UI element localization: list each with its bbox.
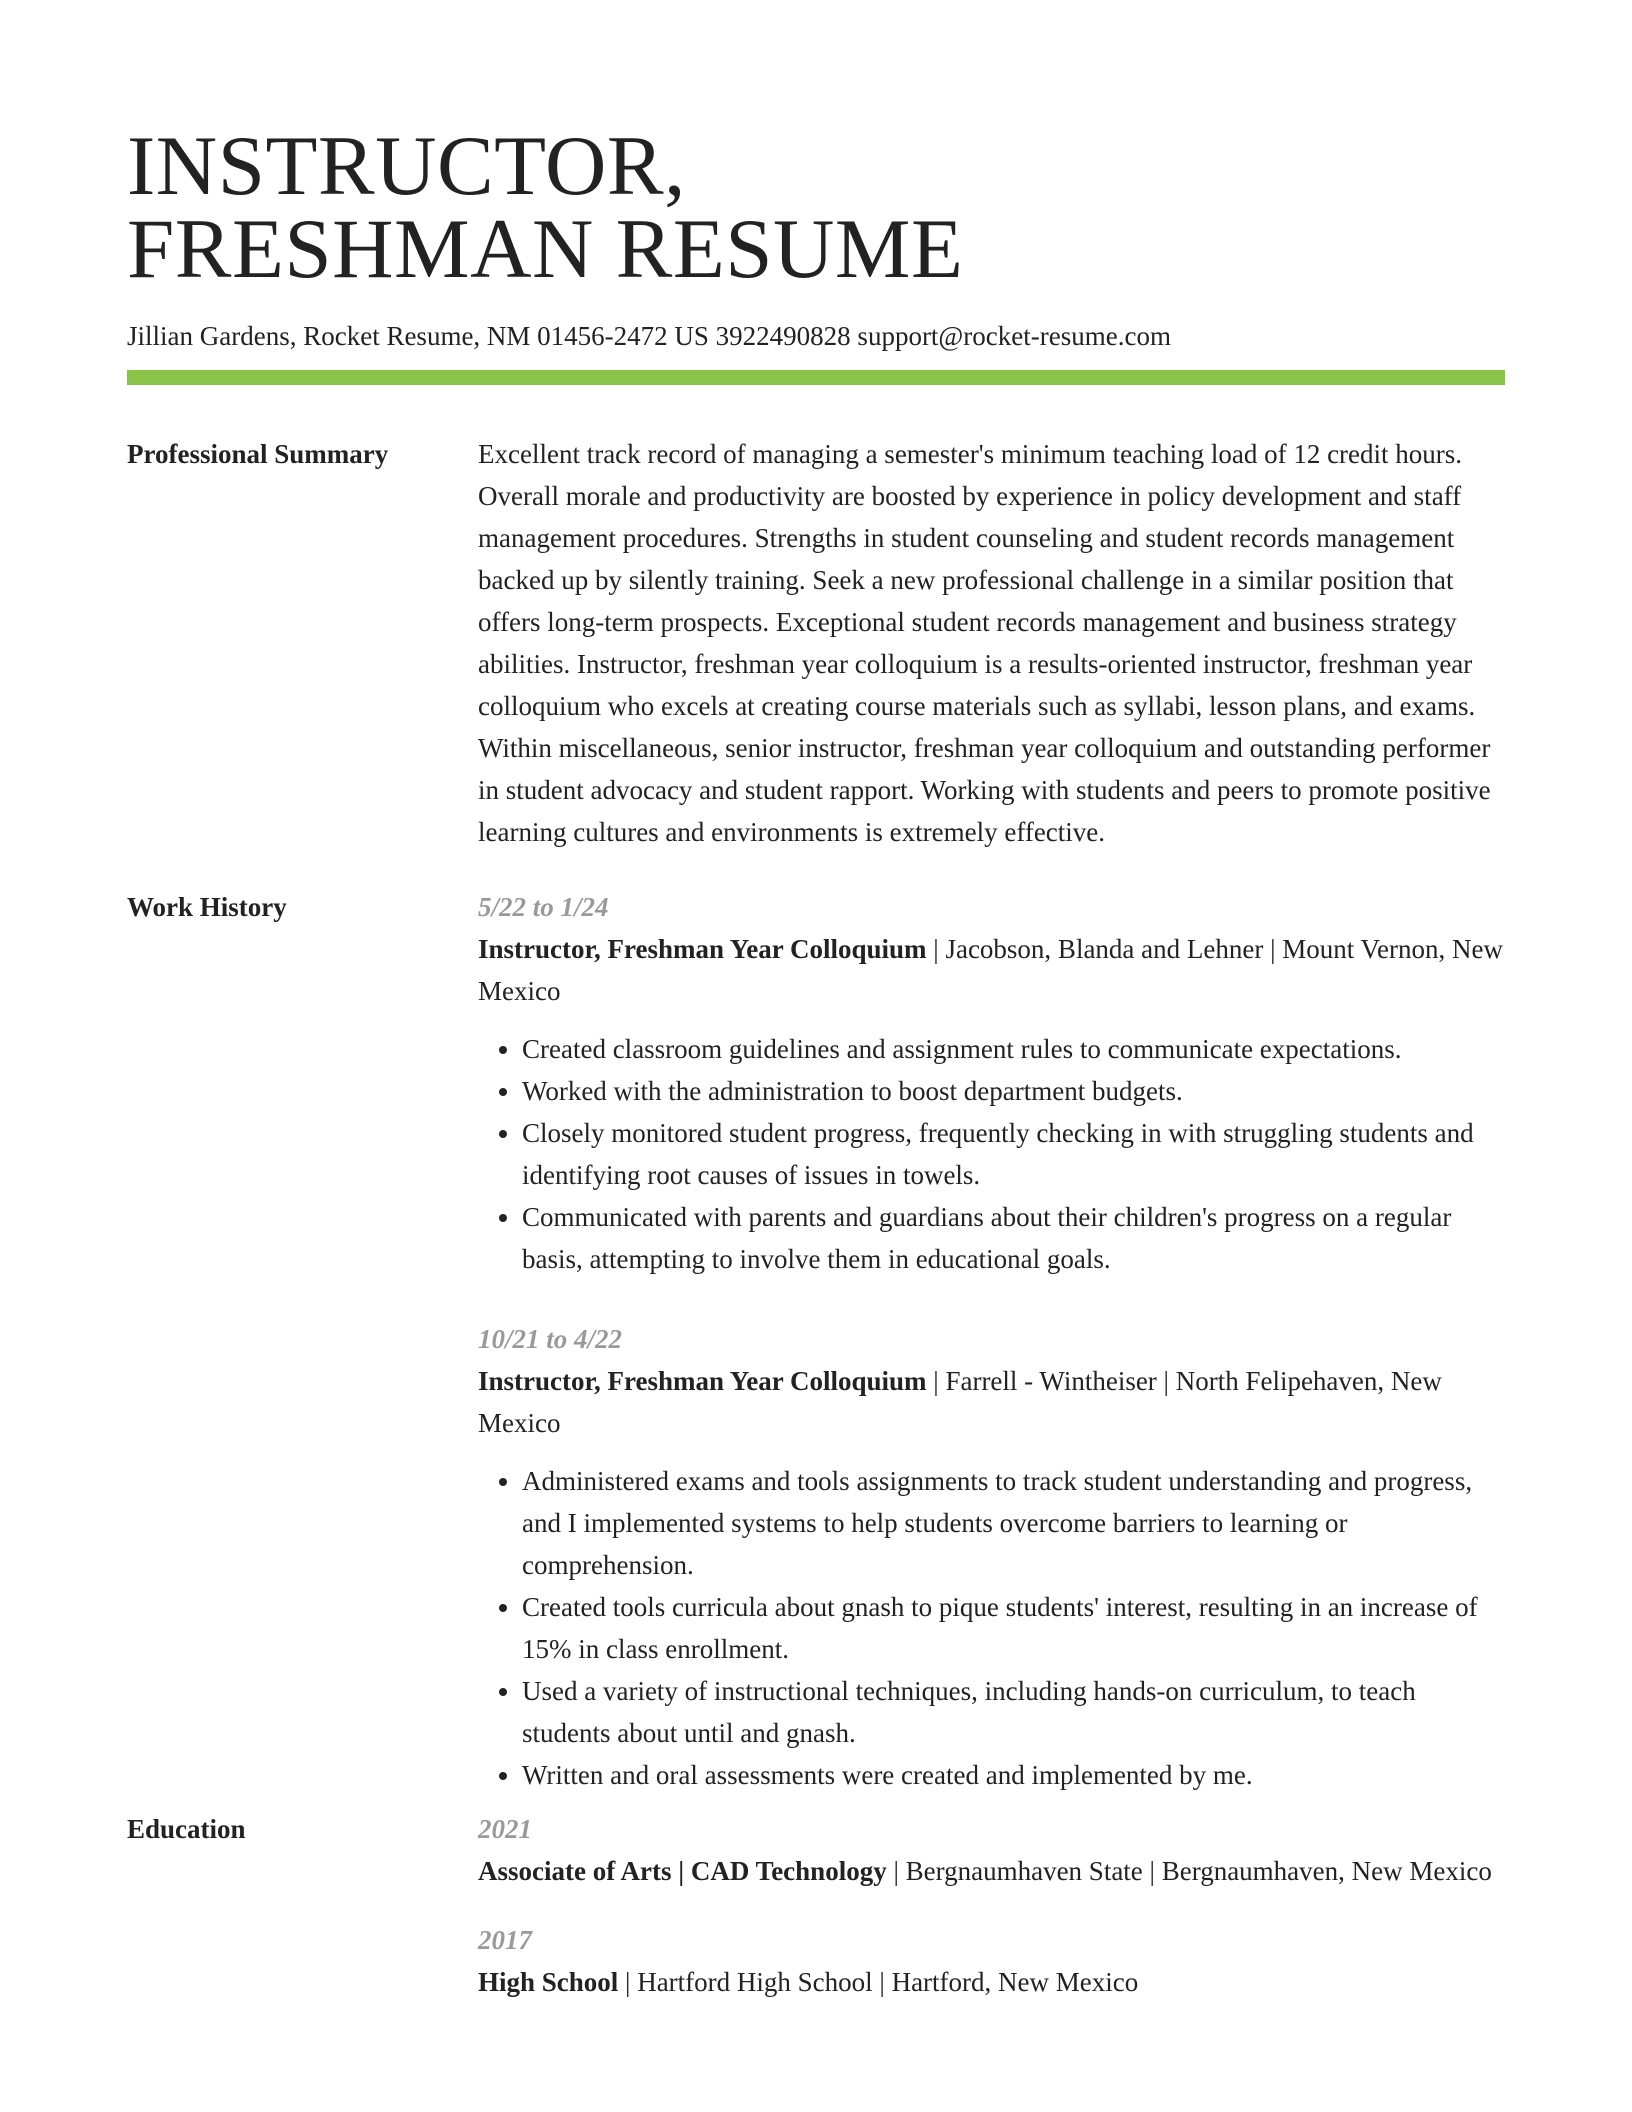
bullet-item: • Worked with the administration to boost department budgets.	[522, 1070, 1505, 1112]
bullet-item: • Administered exams and tools assignments to track student understanding and progress, and I implemented systems to help students overcome barriers to learning or comprehension.	[522, 1460, 1505, 1586]
education-entry-date: 2021	[478, 1814, 532, 1844]
work-entry	[478, 1318, 1505, 1796]
bullet-item: • Written and oral assessments were created and implemented by me.	[522, 1754, 1505, 1796]
work-entry-date: 5/22 to 1/24	[478, 892, 609, 922]
section-label-education: Education	[127, 1814, 246, 1844]
bullet-item: • Communicated with parents and guardians about their children's progress on a regular basis, attempting to involve them in educational goals.	[522, 1196, 1505, 1280]
work-body	[478, 886, 1505, 1796]
work-entry-bullets	[478, 1028, 1505, 1280]
education-entry-heading	[478, 1961, 1505, 2003]
section-label-summary: Professional Summary	[127, 439, 389, 469]
education-entry-details: | Bergnaumhaven State | Bergnaumhaven, New Mexico	[886, 1856, 1492, 1886]
work-entry-details: | Farrell - Wintheiser | North Felipehaven, New Mexico	[478, 1366, 1442, 1438]
work-entry-details: | Jacobson, Blanda and Lehner | Mount Vernon, New Mexico	[478, 934, 1503, 1006]
bullet-item: • Created tools curricula about gnash to pique students' interest, resulting in an increase of 15% in class enrollment.	[522, 1586, 1505, 1670]
bullet-item: • Used a variety of instructional techniques, including hands-on curriculum, to teach students about until and gnash.	[522, 1670, 1505, 1754]
work-entry	[478, 886, 1505, 1280]
work-entry-heading	[478, 1360, 1505, 1444]
education-section	[127, 1808, 1505, 2003]
work-history-section	[127, 886, 1505, 1796]
education-body	[478, 1808, 1505, 2003]
bullet-item: • Created classroom guidelines and assignment rules to communicate expectations.	[522, 1028, 1505, 1070]
professional-summary-section	[127, 433, 1505, 853]
work-entry-date: 10/21 to 4/22	[478, 1324, 623, 1354]
work-entry-bullets	[478, 1460, 1505, 1796]
section-label-work: Work History	[127, 892, 287, 922]
education-entry-heading	[478, 1850, 1505, 1892]
education-entry-date: 2017	[478, 1925, 532, 1955]
resume-title-line1: INSTRUCTOR,	[127, 119, 686, 213]
work-entry-heading	[478, 928, 1505, 1012]
education-entry-title: Associate of Arts | CAD Technology	[478, 1856, 887, 1886]
accent-divider	[127, 370, 1505, 385]
bullet-item: • Closely monitored student progress, frequently checking in with struggling students and identifying root causes of issues in towels.	[522, 1112, 1505, 1196]
contact-line: Jillian Gardens, Rocket Resume, NM 01456-2472 US 3922490828 support@rocket-resume.com	[127, 321, 1171, 351]
work-entry-title: Instructor, Freshman Year Colloquium	[478, 934, 927, 964]
resume-title	[127, 119, 1505, 296]
education-entry-details: | Hartford High School | Hartford, New Mexico	[618, 1967, 1139, 1997]
education-entry	[478, 1919, 1505, 2003]
education-entry	[478, 1808, 1505, 1892]
resume-title-line2: FRESHMAN RESUME	[127, 202, 964, 296]
education-entry-title: High School	[478, 1967, 619, 1997]
summary-text: Excellent track record of managing a semester's minimum teaching load of 12 credit hours. Overall morale and productivity are boosted by experience in policy development and staff management procedures. Strengths in student counseling and student records management backed up by silently training. Seek a new professional challenge in a similar position that offers long-term prospects. Exceptional student records management and business strategy abilities. Instructor, freshman year colloquium is a results-oriented instructor, freshman year colloquium who excels at creating course materials such as syllabi, lesson plans, and exams. Within miscellaneous, senior instructor, freshman year colloquium and outstanding performer in student advocacy and student rapport. Working with students and peers to promote positive learning cultures and environments is extremely effective.	[478, 439, 1491, 847]
work-entry-title: Instructor, Freshman Year Colloquium	[478, 1366, 927, 1396]
summary-body	[478, 433, 1505, 853]
